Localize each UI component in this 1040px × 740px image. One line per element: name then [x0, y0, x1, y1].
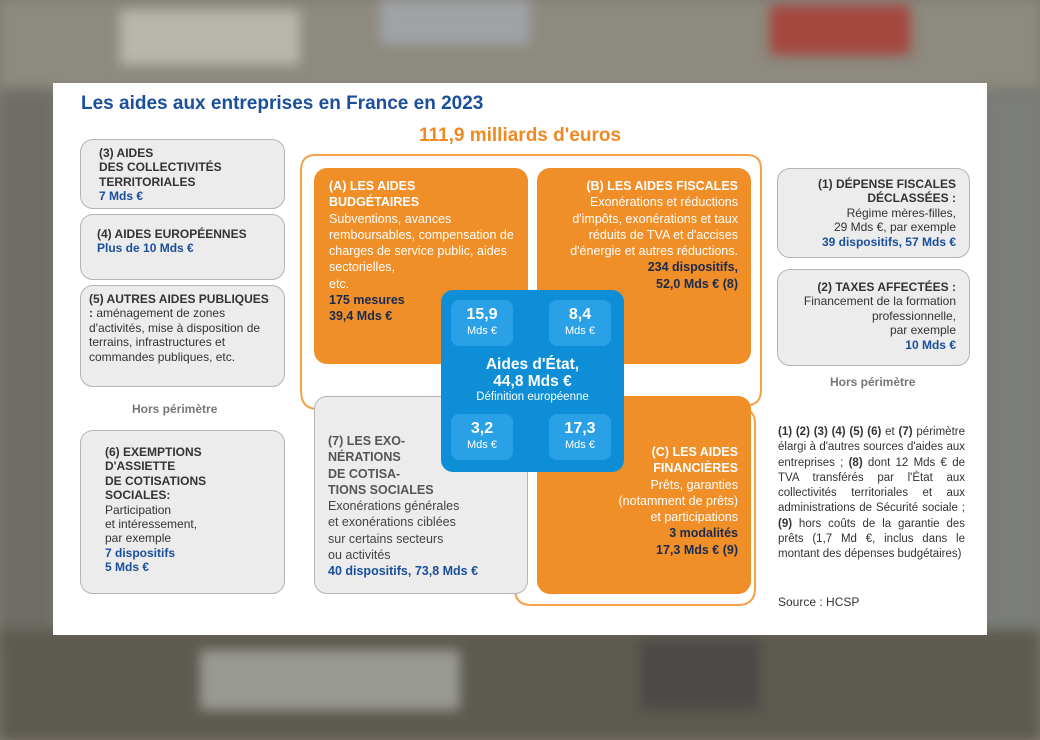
quadrant-value: 17,3 [564, 420, 596, 437]
budgetaires-count: 175 mesures [329, 292, 405, 307]
financieres-heading: (C) LES AIDES FINANCIÈRES [651, 445, 738, 476]
taxes-heading: (2) TAXES AFFECTÉES : [817, 280, 956, 294]
quadrant-unit: Mds € [565, 325, 595, 337]
quadrant-fiscales [549, 300, 611, 346]
budgetaires-amount: 39,4 Mds € [329, 309, 393, 323]
europeennes-box [80, 214, 285, 280]
collectivites-box [80, 139, 285, 209]
footnote-text: hors coûts de la garantie des prêts (1,7 Md €, inclus dans le montant des dépenses budgétaires) [778, 517, 965, 561]
collectivites-heading: (3) AIDES DES COLLECTIVITÉS TERRITORIALES [99, 146, 222, 189]
quadrant-value: 8,4 [568, 306, 592, 323]
exonerations-heading: (7) LES EXO- NÉRATIONS DE COTISA- TIONS SOCIALES [328, 434, 434, 497]
fiscales-count: 234 dispositifs, [647, 260, 738, 275]
footnote-text: périmètre élargi à d'autres sources d'aides aux entreprises ; [778, 426, 965, 469]
footnote-ref: (1) (2) (3) (4) (5) (6) [778, 426, 882, 438]
core-amount: 44,8 Mds € [493, 373, 572, 391]
hors-perimetre-right: Hors périmètre [830, 375, 916, 389]
quadrant-unit: Mds € [467, 325, 497, 337]
financieres-count: 3 modalités [669, 526, 738, 541]
footnote-ref: (9) [778, 517, 793, 530]
autres-aides-text: aménagement de zones d'activités, mise à disposition de terrains, infrastructures et commandes publiques, etc. [89, 306, 261, 364]
exemptions-amount: 5 Mds € [105, 560, 150, 575]
exemptions-heading: (6) EXEMPTIONS D'ASSIETTE DE COTISATIONS SOCIALES: [105, 445, 207, 503]
exonerations-text: Exonérations générales et exonérations ciblées sur certains secteurs ou activités [328, 499, 460, 562]
quadrant-financieres [549, 414, 611, 460]
core-subtitle: Définition européenne [476, 391, 589, 404]
depense-text: Régime mères-filles, 29 Mds €, par exemple [833, 205, 956, 235]
quadrant-value: 15,9 [466, 306, 498, 323]
quadrant-budgetaires [451, 300, 513, 346]
total-amount: 111,9 milliards d'euros [419, 125, 622, 146]
footnote-text: et [881, 426, 899, 438]
footnote-ref: (8) [848, 456, 863, 469]
footnote-ref: (7) [898, 426, 913, 438]
source-label: Source : HCSP [778, 595, 860, 609]
fiscales-amount: 52,0 Mds € (8) [656, 276, 738, 291]
hors-perimetre-left: Hors périmètre [132, 402, 218, 416]
quadrant-unit: Mds € [565, 439, 595, 451]
budgetaires-text: Subventions, avances remboursables, compensation de charges de service public, aides sectorielles, etc. [329, 211, 514, 291]
fiscales-heading: (B) LES AIDES FISCALES [586, 179, 738, 193]
depense-heading: (1) DÉPENSE FISCALES DÉCLASSÉES : [817, 177, 956, 206]
taxes-affectees-box [777, 269, 970, 366]
quadrant-unit: Mds € [467, 439, 497, 451]
exemptions-text: Participation et intéressement, par exemple [105, 502, 198, 546]
exonerations-amount: 40 dispositifs, 73,8 Mds € [328, 564, 479, 578]
page-title: Les aides aux entreprises en France en 2023 [81, 93, 484, 114]
autres-aides-box [80, 285, 285, 387]
budgetaires-heading: (A) LES AIDES BUDGÉTAIRES [329, 179, 420, 210]
taxes-amount: 10 Mds € [905, 337, 956, 352]
exemptions-count: 7 dispositifs [105, 545, 176, 560]
quadrant-cotisations [451, 414, 513, 460]
europeennes-amount: Plus de 10 Mds € [97, 241, 194, 256]
collectivites-amount: 7 Mds € [99, 189, 144, 204]
aides-etat-core [441, 290, 624, 472]
autres-aides-heading: (5) AUTRES AIDES PUBLIQUES : [89, 292, 269, 321]
depense-fiscales-box [777, 168, 970, 258]
footnotes [778, 425, 965, 563]
financieres-text: Prêts, garanties (notamment de prêts) et participations [618, 477, 738, 524]
financieres-amount: 17,3 Mds € (9) [656, 542, 738, 557]
footnote-text: dont 12 Mds € de TVA transférés par l'État aux collectivités territoriales et aux administrations de Sécurité sociale ; [778, 456, 965, 515]
quadrant-value: 3,2 [470, 420, 494, 437]
depense-amount: 39 dispositifs, 57 Mds € [821, 234, 956, 249]
infographic-card [53, 83, 987, 635]
europeennes-heading: (4) AIDES EUROPÉENNES [97, 227, 247, 241]
fiscales-text: Exonérations et réductions d'impôts, exonérations et taux réduits de TVA et d'accises d'énergie et autres réductions. [570, 195, 738, 258]
taxes-text: Financement de la formation professionnelle, par exemple [803, 294, 956, 338]
core-title: Aides d'État, [485, 356, 580, 373]
exemptions-box [80, 430, 285, 594]
